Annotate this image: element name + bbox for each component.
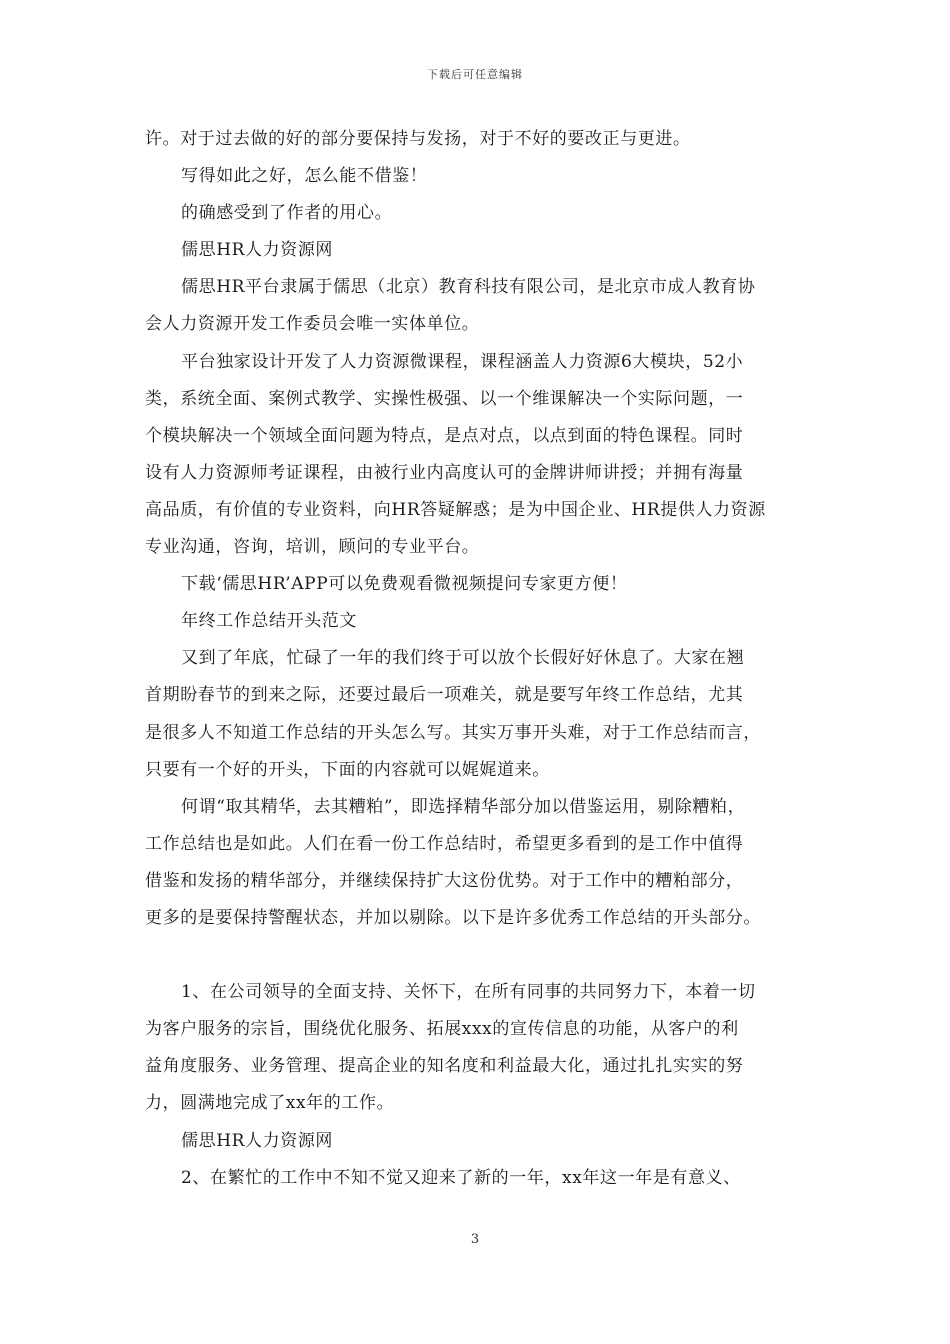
text-line: 个模块解决一个领域全面问题为特点，是点对点，以点到面的特色课程。同时	[145, 425, 744, 446]
paragraph	[145, 789, 825, 937]
page-number: 3	[470, 1232, 480, 1247]
text-line: 何谓“取其精华，去其糟粕”，即选择精华部分加以借鉴运用，剔除糟粕，	[181, 796, 746, 817]
text-line: 写得如此之好，怎么能不借鉴！	[181, 166, 428, 187]
paragraph	[145, 603, 825, 640]
paragraph	[145, 158, 825, 195]
blank-line	[145, 937, 825, 974]
paragraph	[145, 974, 825, 1122]
text-line: 会人力资源开发工作委员会唯一实体单位。	[145, 314, 480, 335]
text-line: 许。对于过去做的好的部分要保持与发扬，对于不好的要改正与更进。	[145, 129, 691, 149]
text-line: 是很多人不知道工作总结的开头怎么写。其实万事开头难，对于工作总结而言，	[145, 722, 761, 743]
text-line: 的确感受到了作者的用心。	[181, 203, 393, 224]
paragraph	[145, 566, 825, 603]
text-line: 儒思HR人力资源网	[181, 1130, 334, 1151]
text-line: 为客户服务的宗旨，围绕优化服务、拓展xxx的宣传信息的功能，从客户的利	[145, 1019, 739, 1040]
paragraph	[145, 344, 825, 567]
text-line: 又到了年底，忙碌了一年的我们终于可以放个长假好好休息了。大家在翘	[181, 648, 745, 669]
paragraph	[145, 232, 825, 269]
document-body	[145, 121, 825, 1197]
paragraph	[145, 640, 825, 788]
paragraph	[145, 195, 825, 232]
paragraph	[145, 121, 825, 158]
text-line: 平台独家设计开发了人力资源微课程，课程涵盖人力资源6大模块，52小	[181, 351, 744, 372]
paragraph	[145, 1160, 825, 1197]
text-line: 益角度服务、业务管理、提高企业的知名度和利益最大化，通过扎扎实实的努	[145, 1056, 744, 1077]
text-line: 儒思HR平台隶属于儒思（北京）教育科技有限公司，是北京市成人教育协	[181, 277, 756, 298]
text-line: 1、在公司领导的全面支持、关怀下，在所有同事的共同努力下，本着一切	[181, 982, 756, 1003]
text-line: 年终工作总结开头范文	[181, 611, 357, 632]
text-line: 儒思HR人力资源网	[181, 240, 334, 261]
text-line: 只要有一个好的开头，下面的内容就可以娓娓道来。	[145, 759, 550, 780]
page-header: 下载后可任意编辑	[427, 68, 523, 81]
text-line: 高品质，有价值的专业资料，向HR答疑解惑；是为中国企业、HR提供人力资源	[145, 499, 766, 520]
paragraph	[145, 1123, 825, 1160]
text-line: 更多的是要保持警醒状态，并加以剔除。以下是许多优秀工作总结的开头部分。	[145, 907, 761, 928]
text-line: 首期盼春节的到来之际，还要过最后一项难关，就是要写年终工作总结，尤其	[145, 685, 744, 706]
text-line: 类，系统全面、案例式教学、实操性极强、以一个维课解决一个实际问题，一	[145, 388, 744, 409]
text-line: 2、在繁忙的工作中不知不觉又迎来了新的一年，xx年这一年是有意义、	[181, 1167, 741, 1188]
text-line: 下载‘儒思HR’APP可以免费观看微视频提问专家更方便！	[181, 574, 628, 595]
text-line: 借鉴和发扬的精华部分，并继续保持扩大这份优势。对于工作中的糟粕部分，	[145, 870, 744, 891]
text-line: 工作总结也是如此。人们在看一份工作总结时，希望更多看到的是工作中值得	[145, 833, 744, 854]
text-line: 设有人力资源师考证课程，由被行业内高度认可的金牌讲师讲授；并拥有海量	[145, 462, 744, 483]
paragraph	[145, 269, 825, 343]
text-line: 专业沟通，咨询，培训，顾问的专业平台。	[145, 537, 480, 558]
text-line: 力，圆满地完成了xx年的工作。	[145, 1093, 395, 1114]
